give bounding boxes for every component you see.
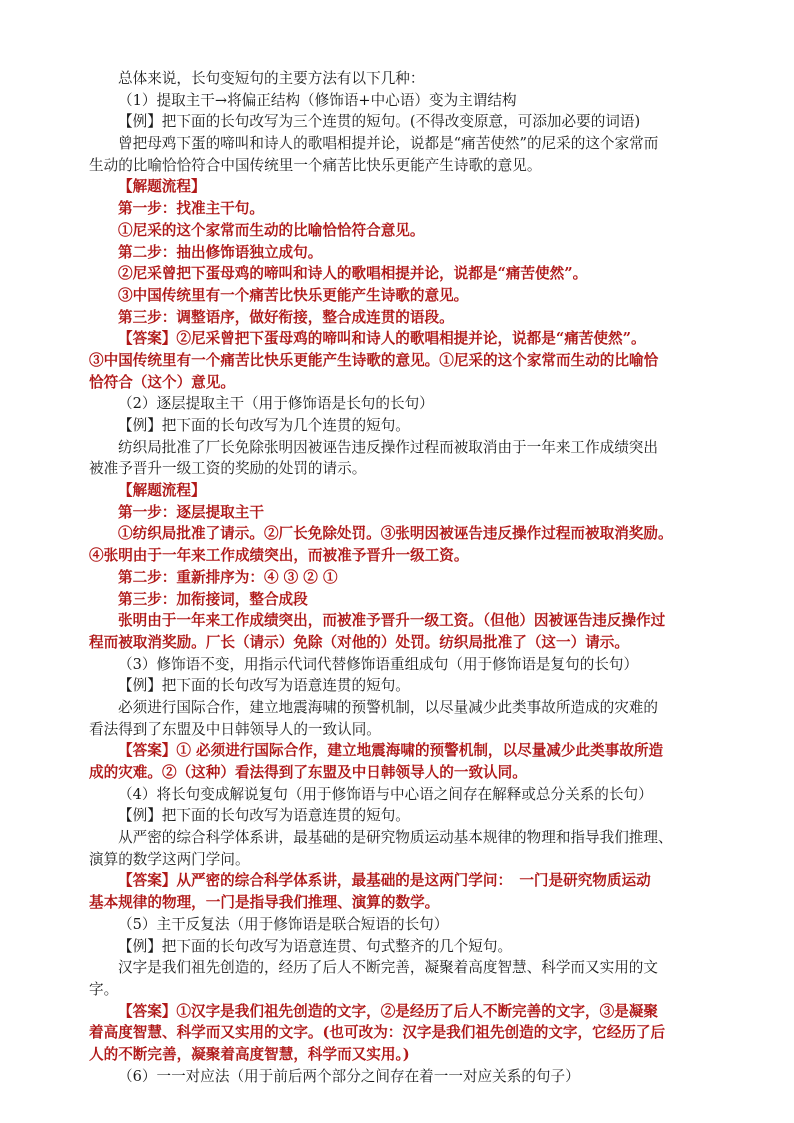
text-line: 【答案】从严密的综合科学体系讲，最基础的是这两门学问： 一门是研究物质运动 bbox=[118, 872, 651, 890]
text-line: ③中国传统里有一个痛苦比快乐更能产生诗歌的意见。 bbox=[118, 286, 469, 304]
text-line: 汉字是我们祖先创造的，经历了后人不断完善，凝聚着高度智慧、科学而又实用的文 bbox=[118, 959, 658, 977]
text-line: ①尼采的这个家常而生动的比喻恰恰符合意见。 bbox=[118, 221, 425, 239]
text-line: （5）主干反复法（用于修饰语是联合短语的长句） bbox=[118, 915, 449, 933]
text-line: 被准予晋升一级工资的奖励的处罚的请示。 bbox=[89, 460, 367, 478]
text-line: 【答案】①汉字是我们祖先创造的文字，②是经历了后人不断完善的文字，③是凝聚 bbox=[118, 1002, 658, 1020]
text-line: ①纺织局批准了请示。②厂长免除处罚。③张明因被诬告违反操作过程而被取消奖励。 bbox=[118, 525, 673, 543]
text-line: 曾把母鸡下蛋的啼叫和诗人的歌唱相提并论，说都是“痛苦使然”的尼采的这个家常而 bbox=[118, 135, 659, 153]
text-line: 第三步：加衔接词，整合成段 bbox=[118, 590, 308, 608]
text-line: 人的不断完善，凝聚着高度智慧，科学而又实用。) bbox=[89, 1045, 410, 1063]
text-line: 恰符合（这个）意见。 bbox=[89, 373, 235, 391]
text-line: 【例】把下面的长句改写为语意连贯的短句。 bbox=[118, 677, 410, 695]
text-line: 第二步：抽出修饰语独立成句。 bbox=[118, 243, 323, 261]
text-line: ③中国传统里有一个痛苦比快乐更能产生诗歌的意见。①尼采的这个家常而生动的比喻恰 bbox=[89, 351, 659, 369]
text-line: 【例】把下面的长句改写为几个连贯的短句。 bbox=[118, 417, 410, 434]
text-line: （3）修饰语不变，用指示代词代替修饰语重组成句（用于修饰语是复句的长句） bbox=[118, 655, 639, 673]
text-line: 纺织局批准了厂长免除张明因被诬告违反操作过程而被取消由于一年来工作成绩突出 bbox=[118, 438, 658, 456]
text-line: 基本规律的物理，一门是指导我们推理、演算的数学。 bbox=[89, 894, 440, 912]
text-line: 【解题流程】 bbox=[118, 482, 206, 500]
text-line: 着高度智慧、科学而又实用的文字。(也可改为：汉字是我们祖先创造的文字，它经历了后 bbox=[89, 1024, 666, 1042]
text-line: ④张明由于一年来工作成绩突出，而被准予晋升一级工资。 bbox=[89, 547, 469, 565]
text-line: 第二步：重新排序为：④ ③ ② ① bbox=[118, 568, 338, 586]
text-line: 成的灾难。②（这种）看法得到了东盟及中日韩领导人的一致认同。 bbox=[89, 764, 527, 781]
text-line: 【答案】②尼采曾把下蛋母鸡的啼叫和诗人的歌唱相提并论，说都是“痛苦使然”。 bbox=[118, 330, 646, 348]
text-line: 【例】把下面的长句改写为语意连贯、句式整齐的几个短句。 bbox=[118, 937, 513, 955]
text-line: 演算的数学这两门学问。 bbox=[89, 850, 250, 868]
text-line: 从严密的综合科学体系讲，最基础的是研究物质运动基本规律的物理和指导我们推理、 bbox=[118, 829, 673, 847]
text-line: 张明由于一年来工作成绩突出，而被准予晋升一级工资。（但他）因被诬告违反操作过 bbox=[118, 612, 666, 630]
text-line: 【解题流程】 bbox=[118, 178, 206, 196]
text-line: 【例】把下面的长句改写为三个连贯的短句。(不得改变原意，可添加必要的词语) bbox=[118, 113, 641, 131]
text-line: 总体来说，长句变短句的主要方法有以下几种： bbox=[118, 70, 425, 87]
text-line: （1）提取主干→将偏正结构（修饰语+中心语）变为主谓结构 bbox=[118, 91, 517, 109]
text-line: 【答案】① 必须进行国际合作，建立地震海啸的预警机制，以尽量减少此类事故所造 bbox=[118, 742, 664, 760]
text-line: 字。 bbox=[89, 980, 119, 998]
text-line: 第三步：调整语序，做好衔接，整合成连贯的语段。 bbox=[118, 308, 454, 326]
text-line: ②尼采曾把下蛋母鸡的啼叫和诗人的歌唱相提并论，说都是“痛苦使然”。 bbox=[118, 265, 588, 283]
text-line: 第一步：找准主干句。 bbox=[118, 200, 264, 218]
text-line: 生动的比喻恰恰符合中国传统里一个痛苦比快乐更能产生诗歌的意见。 bbox=[89, 156, 542, 174]
text-line: 看法得到了东盟及中日韩领导人的一致认同。 bbox=[89, 720, 381, 738]
text-line: （6）一一对应法（用于前后两个部分之间存在着一一对应关系的句子） bbox=[118, 1067, 580, 1085]
text-line: 程而被取消奖励。厂长（请示）免除（对他的）处罚。纺织局批准了（这一）请示。 bbox=[89, 633, 629, 651]
text-line: 必须进行国际合作，建立地震海啸的预警机制，以尽量减少此类事故所造成的灾难的 bbox=[118, 698, 658, 716]
text-line: 【例】把下面的长句改写为语意连贯的短句。 bbox=[118, 807, 410, 825]
text-line: （2）逐层提取主干（用于修饰语是长句的长句） bbox=[118, 395, 434, 413]
text-line: 第一步：逐层提取主干 bbox=[118, 503, 264, 521]
text-line: （4）将长句变成解说复句（用于修饰语与中心语之间存在解释或总分关系的长句） bbox=[118, 785, 653, 803]
